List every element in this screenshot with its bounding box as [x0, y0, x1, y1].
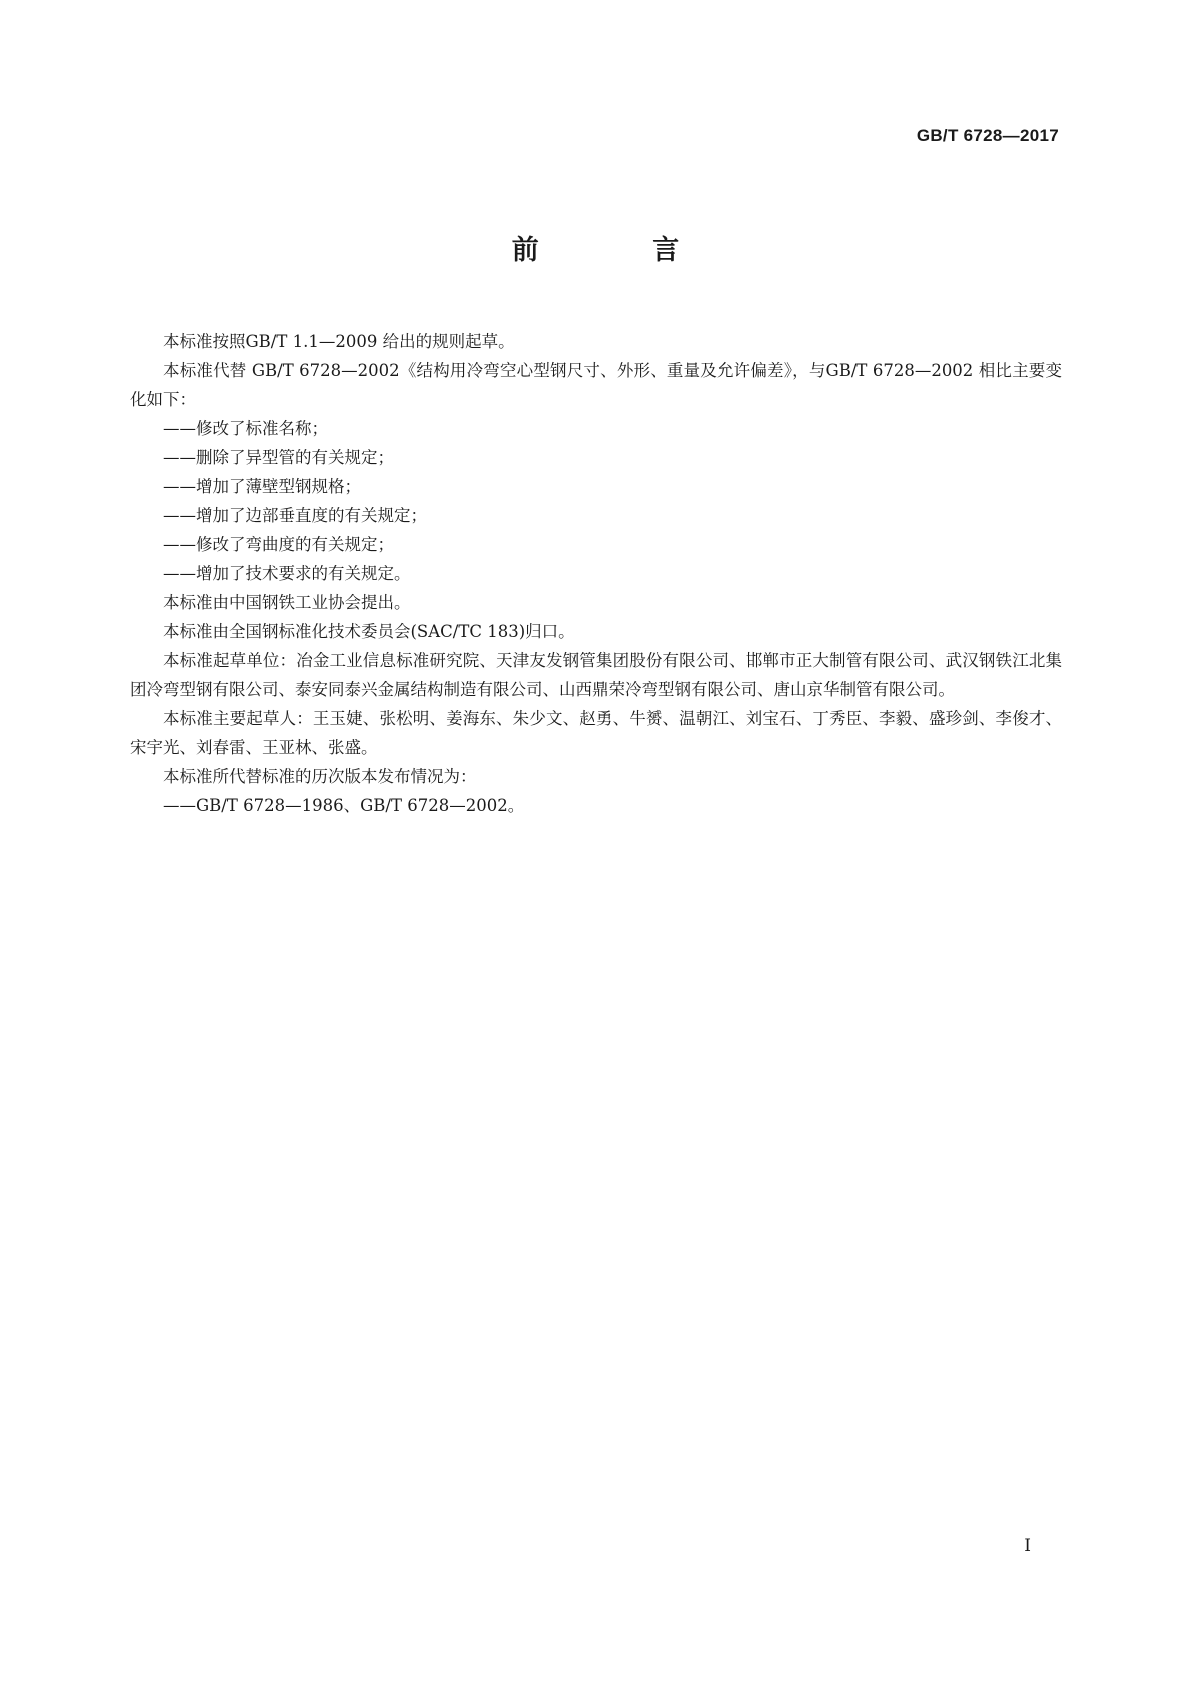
page-number: I: [1024, 1536, 1031, 1556]
paragraph-main-drafters: 本标准主要起草人：王玉婕、张松明、姜海东、朱少文、赵勇、牛赟、温朝江、刘宝石、丁秀臣、李毅、盛珍剑、李俊才、宋宇光、刘春雷、王亚林、张盛。: [130, 709, 1062, 757]
paragraph-proposed-by: 本标准由中国钢铁工业协会提出。: [163, 593, 411, 612]
list-item-remove-special-tube: ——删除了异型管的有关规定；: [163, 448, 394, 467]
list-item-change-name: ——修改了标准名称；: [163, 419, 328, 438]
paragraph-under-jurisdiction: 本标准由全国钢标准化技术委员会(SAC/TC 183)归口。: [163, 622, 575, 641]
paragraph-drafting-units: 本标准起草单位：冶金工业信息标准研究院、天津友发钢管集团股份有限公司、邯郸市正大制管有限公司、武汉钢铁江北集团冷弯型钢有限公司、泰安同泰兴金属结构制造有限公司、山西鼎荣冷弯型钢有限公司、唐山京华制管有限公司。: [130, 651, 1062, 699]
standard-code: GB/T 6728—2017: [916, 126, 1059, 145]
list-item-change-curvature: ——修改了弯曲度的有关规定；: [163, 535, 394, 554]
foreword-body: [130, 327, 1062, 820]
list-item-add-thin-wall: ——增加了薄壁型钢规格；: [163, 477, 361, 496]
page-title: 前 言: [511, 235, 732, 266]
list-item-edition-history: ——GB/T 6728—1986、GB/T 6728—2002。: [163, 796, 525, 815]
list-item-add-edge-perpendicularity: ——增加了边部垂直度的有关规定；: [163, 506, 427, 525]
list-item-add-technical-requirements: ——增加了技术要求的有关规定。: [163, 564, 411, 583]
paragraph-previous-editions: 本标准所代替标准的历次版本发布情况为：: [163, 767, 477, 786]
paragraph-replacement: 本标准代替 GB/T 6728—2002《结构用冷弯空心型钢尺寸、外形、重量及允许偏差》，与GB/T 6728—2002 相比主要变化如下：: [130, 361, 1062, 409]
paragraph-drafting-rules: 本标准按照GB/T 1.1—2009 给出的规则起草。: [163, 332, 515, 351]
